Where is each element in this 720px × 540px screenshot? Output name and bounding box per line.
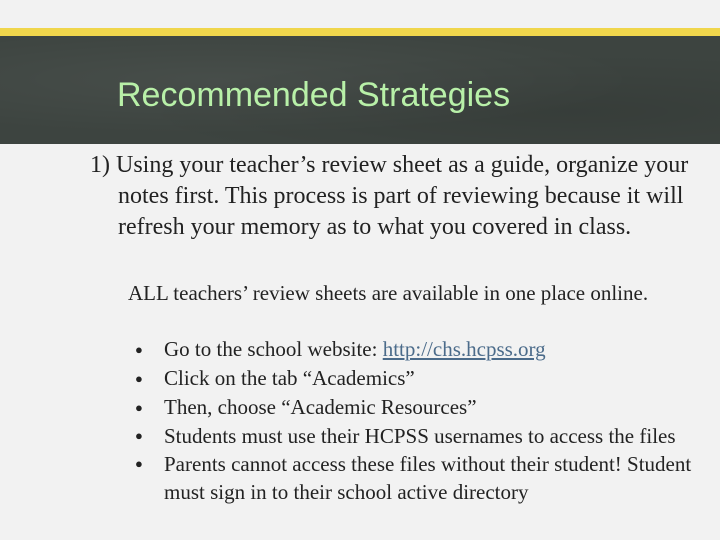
bullet-icon: ●: [135, 456, 143, 471]
list-item: [128, 422, 708, 450]
list-item: [128, 335, 708, 364]
list-item: [128, 364, 708, 393]
bullet-icon: ●: [135, 400, 143, 415]
school-website-link[interactable]: http://chs.hcpss.org: [382, 337, 546, 361]
list-item-text: Click on the tab “Academics”: [164, 366, 415, 390]
review-sheets-note: ALL teachers’ review sheets are available in one place online.: [128, 281, 649, 305]
instruction-list: [128, 335, 708, 506]
bullet-icon: ●: [135, 371, 143, 386]
accent-stripe: [0, 28, 720, 36]
list-item-text: Parents cannot access these files without their student! Student must sign in to their school active directory: [164, 452, 692, 504]
bullet-icon: ●: [135, 342, 143, 357]
list-item: [128, 450, 708, 506]
bullet-icon: ●: [135, 428, 143, 443]
list-item-text: Go to the school website:: [164, 337, 383, 361]
list-item-text: Students must use their HCPSS usernames to access the files: [164, 424, 676, 448]
list-item-text: Then, choose “Academic Resources”: [164, 395, 477, 419]
slide-title: Recommended Strategies: [117, 76, 511, 114]
strategy-paragraph: 1) Using your teacher’s review sheet as a guide, organize your notes first. This process is part of reviewing because it will refresh your memory as to what you covered in class.: [90, 152, 689, 240]
list-item: [128, 393, 708, 422]
